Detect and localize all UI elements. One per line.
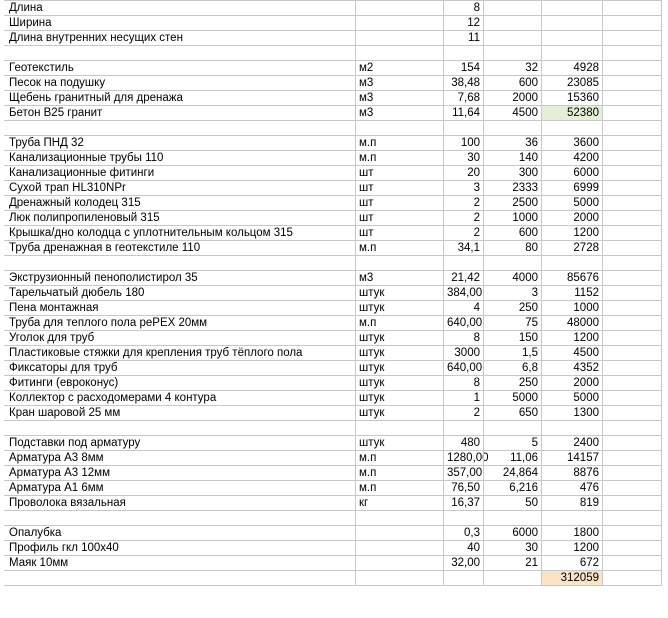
cell-unit[interactable]: [355, 526, 443, 540]
cell-name[interactable]: Тарельчатый дюбель 180: [9, 287, 145, 299]
cell-price[interactable]: [483, 16, 541, 30]
table-row: [4, 496, 662, 511]
cell-price[interactable]: [483, 31, 541, 45]
cell-price[interactable]: 75: [483, 316, 541, 330]
table-row: [4, 526, 662, 541]
cell-unit[interactable]: кг: [355, 496, 443, 510]
table-row: [4, 361, 662, 376]
cell-unit[interactable]: [355, 556, 443, 570]
table-row: [4, 421, 662, 436]
table-row: [4, 241, 662, 256]
cell-sum[interactable]: [541, 256, 602, 270]
cell-unit[interactable]: [355, 421, 443, 435]
cell-empty[interactable]: [602, 271, 662, 285]
table-row: [4, 391, 662, 406]
cell-unit[interactable]: штук: [355, 286, 443, 300]
cell-name[interactable]: Кран шаровой 25 мм: [9, 407, 121, 419]
cell-quantity[interactable]: 8: [443, 376, 483, 390]
cell-price[interactable]: 24,864: [483, 466, 541, 480]
cell-sum[interactable]: [541, 46, 602, 60]
cell-price[interactable]: 600: [483, 226, 541, 240]
cell-quantity[interactable]: 21,42: [443, 271, 483, 285]
cell-sum[interactable]: 4928: [541, 61, 602, 75]
cell-name[interactable]: Маяк 10мм: [9, 557, 69, 569]
cell-empty[interactable]: [602, 316, 662, 330]
cell-name[interactable]: [4, 46, 355, 60]
cell-empty[interactable]: [602, 556, 662, 570]
cell-quantity[interactable]: 38,48: [443, 76, 483, 90]
cell-unit[interactable]: штук: [355, 391, 443, 405]
cell-quantity[interactable]: [443, 421, 483, 435]
cell-name[interactable]: Арматура А3 8мм: [9, 452, 104, 464]
cell-price[interactable]: 600: [483, 76, 541, 90]
cell-quantity[interactable]: 2: [443, 406, 483, 420]
cell-quantity[interactable]: 1: [443, 391, 483, 405]
table-row: [4, 331, 662, 346]
table-row: [4, 1, 662, 16]
cell-quantity[interactable]: 12: [443, 16, 483, 30]
cell-quantity[interactable]: 7,68: [443, 91, 483, 105]
cell-empty[interactable]: [602, 91, 662, 105]
cell-name[interactable]: Бетон В25 гранит: [9, 107, 103, 119]
cell-price[interactable]: 21: [483, 556, 541, 570]
cell-quantity[interactable]: 11: [443, 31, 483, 45]
cell-price[interactable]: 5000: [483, 391, 541, 405]
table-row: [4, 46, 662, 61]
table-row: [4, 211, 662, 226]
cell-sum[interactable]: 5000: [541, 196, 602, 210]
table-row: [4, 61, 662, 76]
cell-sum[interactable]: 1200: [541, 331, 602, 345]
cell-unit[interactable]: м3: [355, 106, 443, 120]
cell-quantity[interactable]: 3000: [443, 346, 483, 360]
table-row: [4, 16, 662, 31]
cell-price[interactable]: 6,216: [483, 481, 541, 495]
table-row: [4, 346, 662, 361]
cell-price[interactable]: 250: [483, 376, 541, 390]
table-row: [4, 196, 662, 211]
cell-name[interactable]: Подставки под арматуру: [9, 437, 141, 449]
cell-sum[interactable]: 2000: [541, 211, 602, 225]
cell-empty[interactable]: [602, 346, 662, 360]
cell-name[interactable]: Фитинги (евроконус): [9, 377, 119, 389]
cell-sum[interactable]: 52380: [541, 106, 602, 120]
cell-sum[interactable]: 1200: [541, 541, 602, 555]
cell-sum[interactable]: 4352: [541, 361, 602, 375]
table-row: [4, 541, 662, 556]
table-row: [4, 151, 662, 166]
cell-price[interactable]: 4500: [483, 106, 541, 120]
cell-name[interactable]: Труба для теплого пола pePEX 20мм: [9, 317, 208, 329]
cell-sum[interactable]: [541, 421, 602, 435]
cell-sum[interactable]: 1000: [541, 301, 602, 315]
cell-unit[interactable]: штук: [355, 346, 443, 360]
cell-unit[interactable]: штук: [355, 436, 443, 450]
cell-empty[interactable]: [602, 46, 662, 60]
cell-quantity[interactable]: 4: [443, 301, 483, 315]
cell-name[interactable]: [4, 256, 355, 270]
cell-name[interactable]: Канализационные фитинги: [9, 167, 155, 179]
cell-unit[interactable]: [355, 256, 443, 270]
table-row: [4, 451, 662, 466]
cell-name[interactable]: Экструзионный пенополистирол 35: [9, 272, 198, 284]
cell-quantity[interactable]: 3: [443, 181, 483, 195]
cell-name[interactable]: Коллектор с расходомерами 4 контура: [9, 392, 217, 404]
cell-price[interactable]: 250: [483, 301, 541, 315]
cell-unit[interactable]: [355, 31, 443, 45]
cell-price[interactable]: 1,5: [483, 346, 541, 360]
cell-price[interactable]: 80: [483, 241, 541, 255]
table-row: [4, 481, 662, 496]
table-row: [4, 91, 662, 106]
cell-quantity[interactable]: 40: [443, 541, 483, 555]
cell-sum[interactable]: 3600: [541, 136, 602, 150]
cell-sum[interactable]: 4500: [541, 346, 602, 360]
cell-quantity[interactable]: [443, 46, 483, 60]
cell-name[interactable]: Пена монтажная: [9, 302, 99, 314]
cell-quantity[interactable]: 384,00: [443, 286, 483, 300]
cell-unit[interactable]: м3: [355, 91, 443, 105]
cell-name[interactable]: Длина внутренних несущих стен: [9, 32, 183, 44]
cell-empty[interactable]: [602, 16, 662, 30]
cell-name[interactable]: Песок на подушку: [9, 77, 106, 89]
cell-empty[interactable]: [602, 496, 662, 510]
cell-unit[interactable]: [355, 46, 443, 60]
cell-unit[interactable]: м.п: [355, 466, 443, 480]
cell-price[interactable]: 3: [483, 286, 541, 300]
cell-sum[interactable]: 1152: [541, 286, 602, 300]
cell-quantity[interactable]: 154: [443, 61, 483, 75]
cell-empty[interactable]: [602, 436, 662, 450]
table-row: [4, 571, 662, 586]
table-row: [4, 181, 662, 196]
cell-quantity[interactable]: 11,64: [443, 106, 483, 120]
cell-empty[interactable]: [602, 241, 662, 255]
cell-sum[interactable]: 819: [541, 496, 602, 510]
cell-name[interactable]: Геотекстиль: [9, 62, 74, 74]
cell-sum[interactable]: 476: [541, 481, 602, 495]
cell-price[interactable]: 50: [483, 496, 541, 510]
cell-name[interactable]: Люк полипропиленовый 315: [9, 212, 160, 224]
table-row: [4, 256, 662, 271]
table-row: [4, 121, 662, 136]
cell-name[interactable]: [4, 421, 355, 435]
cell-price[interactable]: 150: [483, 331, 541, 345]
cell-empty[interactable]: [602, 526, 662, 540]
cell-price[interactable]: 2500: [483, 196, 541, 210]
cell-quantity[interactable]: 100: [443, 136, 483, 150]
cell-sum[interactable]: 2400: [541, 436, 602, 450]
cell-name[interactable]: [4, 571, 355, 585]
cell-quantity[interactable]: 32,00: [443, 556, 483, 570]
cell-empty[interactable]: [602, 511, 662, 525]
cell-price[interactable]: [483, 421, 541, 435]
cell-unit[interactable]: м3: [355, 76, 443, 90]
cell-name[interactable]: Труба ПНД 32: [9, 137, 84, 149]
cell-sum[interactable]: 5000: [541, 391, 602, 405]
cell-sum[interactable]: 48000: [541, 316, 602, 330]
table-row: [4, 226, 662, 241]
cell-quantity[interactable]: 480: [443, 436, 483, 450]
table-row: [4, 106, 662, 121]
cell-empty[interactable]: [602, 121, 662, 135]
cell-empty[interactable]: [602, 181, 662, 195]
cell-unit[interactable]: шт: [355, 226, 443, 240]
cell-unit[interactable]: штук: [355, 376, 443, 390]
table-row: [4, 466, 662, 481]
cell-quantity[interactable]: 30: [443, 151, 483, 165]
cell-sum[interactable]: 85676: [541, 271, 602, 285]
cell-empty[interactable]: [602, 391, 662, 405]
cell-empty[interactable]: [602, 226, 662, 240]
table-row: [4, 406, 662, 421]
cell-sum[interactable]: 672: [541, 556, 602, 570]
cell-unit[interactable]: [355, 16, 443, 30]
cell-unit[interactable]: м.п: [355, 451, 443, 465]
table-row: [4, 31, 662, 46]
cell-price[interactable]: [483, 571, 541, 585]
cell-sum[interactable]: 8876: [541, 466, 602, 480]
cell-name[interactable]: Фиксаторы для труб: [9, 362, 118, 374]
cell-sum[interactable]: [541, 121, 602, 135]
cell-name[interactable]: Арматура А1 6мм: [9, 482, 104, 494]
cell-empty[interactable]: [602, 76, 662, 90]
cell-unit[interactable]: [355, 1, 443, 15]
cell-sum[interactable]: 1200: [541, 226, 602, 240]
cell-quantity[interactable]: [443, 511, 483, 525]
cell-quantity[interactable]: 2: [443, 211, 483, 225]
cell-sum[interactable]: [541, 31, 602, 45]
cell-empty[interactable]: [602, 166, 662, 180]
cell-empty[interactable]: [602, 331, 662, 345]
cell-unit[interactable]: штук: [355, 301, 443, 315]
cell-unit[interactable]: м3: [355, 271, 443, 285]
table-row: [4, 286, 662, 301]
cell-price[interactable]: 4000: [483, 271, 541, 285]
table-row: [4, 316, 662, 331]
cell-quantity[interactable]: 357,00: [443, 466, 483, 480]
cell-name[interactable]: Труба дренажная в геотекстиле 110: [9, 242, 201, 254]
cell-price[interactable]: [483, 511, 541, 525]
cell-unit[interactable]: шт: [355, 181, 443, 195]
cell-unit[interactable]: [355, 121, 443, 135]
cell-unit[interactable]: м.п: [355, 481, 443, 495]
cell-price[interactable]: [483, 1, 541, 15]
cell-quantity[interactable]: [443, 571, 483, 585]
cell-sum[interactable]: 6999: [541, 181, 602, 195]
cell-quantity[interactable]: 2: [443, 196, 483, 210]
cell-price[interactable]: 6000: [483, 526, 541, 540]
cell-unit[interactable]: м2: [355, 61, 443, 75]
cell-unit[interactable]: шт: [355, 196, 443, 210]
cell-sum[interactable]: 14157: [541, 451, 602, 465]
cell-empty[interactable]: [602, 421, 662, 435]
cell-sum[interactable]: 23085: [541, 76, 602, 90]
cell-quantity[interactable]: 0,3: [443, 526, 483, 540]
cell-quantity[interactable]: 640,00: [443, 316, 483, 330]
cell-empty[interactable]: [602, 106, 662, 120]
table-row: [4, 511, 662, 526]
cell-price[interactable]: [483, 256, 541, 270]
cell-name[interactable]: Крышка/дно колодца с уплотнительным кольцом 315: [9, 227, 293, 239]
cell-empty[interactable]: [602, 376, 662, 390]
cell-empty[interactable]: [602, 541, 662, 555]
cell-sum[interactable]: 6000: [541, 166, 602, 180]
cell-quantity[interactable]: [443, 121, 483, 135]
cell-price[interactable]: 650: [483, 406, 541, 420]
cell-empty[interactable]: [602, 256, 662, 270]
cell-quantity[interactable]: 8: [443, 1, 483, 15]
cell-quantity[interactable]: 34,1: [443, 241, 483, 255]
cell-empty[interactable]: [602, 451, 662, 465]
cell-empty[interactable]: [602, 361, 662, 375]
cell-price[interactable]: 140: [483, 151, 541, 165]
cell-unit[interactable]: м.п: [355, 241, 443, 255]
cell-unit[interactable]: шт: [355, 166, 443, 180]
cell-name[interactable]: Уголок для труб: [9, 332, 95, 344]
cell-name[interactable]: Профиль гкл 100х40: [9, 542, 119, 554]
cell-quantity[interactable]: 1280,00: [443, 451, 483, 465]
cell-quantity[interactable]: 20: [443, 166, 483, 180]
cell-name[interactable]: Сухой трап HL310NPr: [9, 182, 126, 194]
cell-price[interactable]: 6,8: [483, 361, 541, 375]
cell-name[interactable]: Канализационные трубы 110: [9, 152, 164, 164]
cell-name[interactable]: Опалубка: [9, 527, 62, 539]
cell-unit[interactable]: м.п: [355, 151, 443, 165]
cell-name[interactable]: Проволока вязальная: [9, 497, 126, 509]
table-row: [4, 556, 662, 571]
cell-sum[interactable]: 4200: [541, 151, 602, 165]
cell-price[interactable]: 2000: [483, 91, 541, 105]
cell-price[interactable]: 30: [483, 541, 541, 555]
cell-empty[interactable]: [602, 481, 662, 495]
cell-name[interactable]: Пластиковые стяжки для крепления труб тёплого пола: [9, 347, 303, 359]
cell-quantity[interactable]: 640,00: [443, 361, 483, 375]
cell-empty[interactable]: [602, 31, 662, 45]
spreadsheet-grid: [4, 0, 662, 586]
cell-empty[interactable]: [602, 571, 662, 585]
cell-price[interactable]: 300: [483, 166, 541, 180]
cell-empty[interactable]: [602, 1, 662, 15]
cell-quantity[interactable]: 8: [443, 331, 483, 345]
cell-empty[interactable]: [602, 61, 662, 75]
cell-sum[interactable]: 1300: [541, 406, 602, 420]
cell-price[interactable]: 5: [483, 436, 541, 450]
cell-name[interactable]: [4, 511, 355, 525]
cell-sum[interactable]: 2728: [541, 241, 602, 255]
cell-price[interactable]: [483, 46, 541, 60]
table-row: [4, 376, 662, 391]
table-row: [4, 301, 662, 316]
cell-unit[interactable]: штук: [355, 406, 443, 420]
cell-price[interactable]: [483, 121, 541, 135]
cell-empty[interactable]: [602, 151, 662, 165]
cell-unit[interactable]: м.п: [355, 136, 443, 150]
cell-sum[interactable]: 15360: [541, 91, 602, 105]
cell-sum[interactable]: 1800: [541, 526, 602, 540]
cell-unit[interactable]: [355, 511, 443, 525]
cell-name[interactable]: Ширина: [9, 17, 52, 29]
cell-price[interactable]: 1000: [483, 211, 541, 225]
cell-unit[interactable]: шт: [355, 211, 443, 225]
cell-quantity[interactable]: 2: [443, 226, 483, 240]
cell-name[interactable]: Арматура А3 12мм: [9, 467, 110, 479]
cell-unit[interactable]: [355, 541, 443, 555]
cell-sum[interactable]: [541, 16, 602, 30]
cell-name[interactable]: [4, 121, 355, 135]
cell-name[interactable]: Щебень гранитный для дренажа: [9, 92, 183, 104]
cell-unit[interactable]: [355, 571, 443, 585]
cell-empty[interactable]: [602, 466, 662, 480]
table-row: [4, 436, 662, 451]
cell-name[interactable]: Дренажный колодец 315: [9, 197, 141, 209]
cell-price[interactable]: 11,06: [483, 451, 541, 465]
table-row: [4, 166, 662, 181]
cell-empty[interactable]: [602, 196, 662, 210]
cell-name[interactable]: Длина: [9, 2, 43, 14]
table-row: [4, 271, 662, 286]
cell-empty[interactable]: [602, 211, 662, 225]
cell-sum[interactable]: [541, 1, 602, 15]
cell-unit[interactable]: м.п: [355, 316, 443, 330]
cell-sum[interactable]: 2000: [541, 376, 602, 390]
cell-sum[interactable]: 312059: [541, 571, 602, 585]
cell-sum[interactable]: [541, 511, 602, 525]
table-row: [4, 136, 662, 151]
cell-empty[interactable]: [602, 406, 662, 420]
cell-unit[interactable]: штук: [355, 331, 443, 345]
cell-empty[interactable]: [602, 301, 662, 315]
table-row: [4, 76, 662, 91]
cell-unit[interactable]: штук: [355, 361, 443, 375]
cell-price[interactable]: 36: [483, 136, 541, 150]
cell-quantity[interactable]: [443, 256, 483, 270]
cell-empty[interactable]: [602, 286, 662, 300]
cell-quantity[interactable]: 76,50: [443, 481, 483, 495]
cell-empty[interactable]: [602, 136, 662, 150]
cell-price[interactable]: 32: [483, 61, 541, 75]
cell-price[interactable]: 2333: [483, 181, 541, 195]
cell-quantity[interactable]: 16,37: [443, 496, 483, 510]
